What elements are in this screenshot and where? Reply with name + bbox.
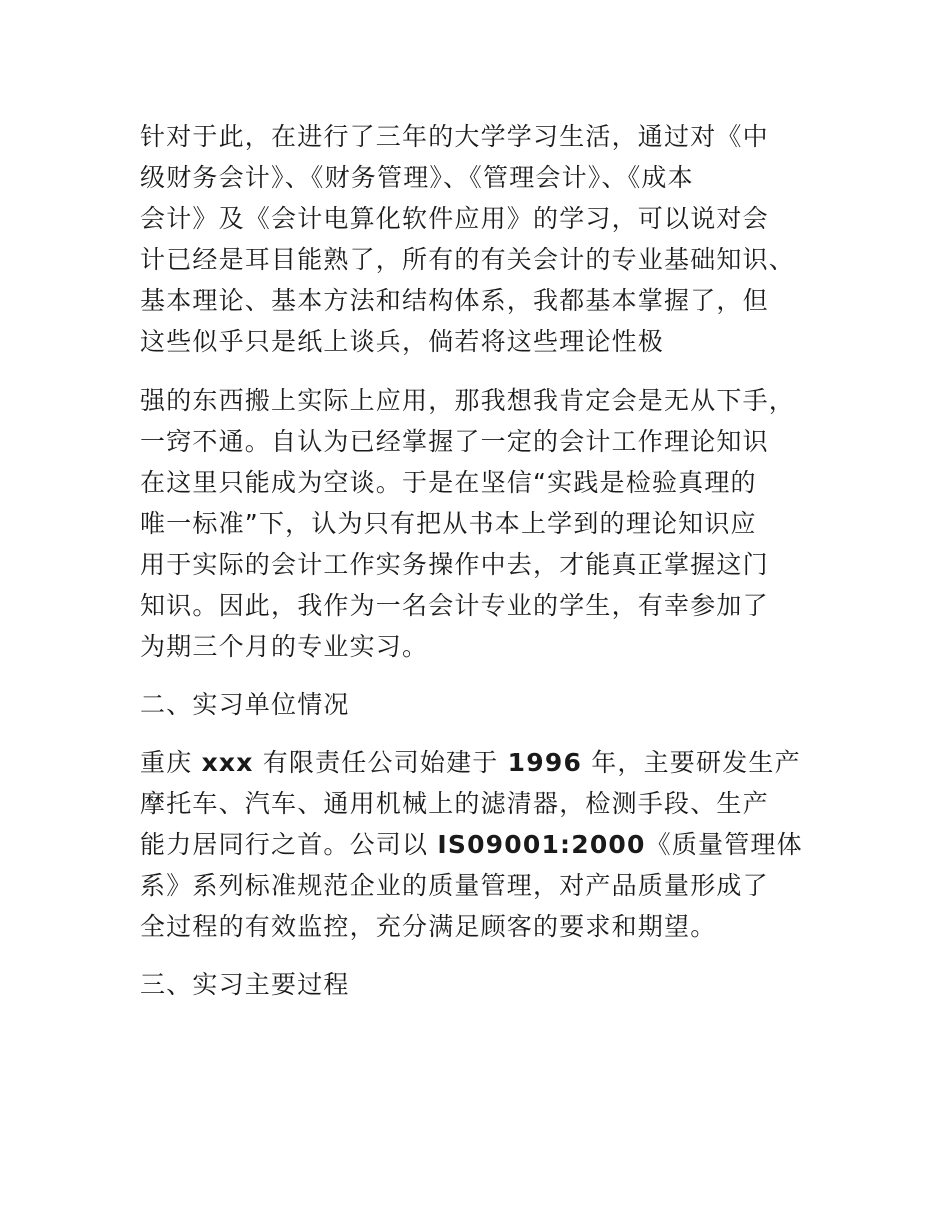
- paragraph-line: 针对于此，在进行了三年的大学学习生活，通过对《中: [140, 122, 769, 151]
- founding-year: 1996: [507, 748, 583, 777]
- paragraph-line: 唯一标准”下，认为只有把从书本上学到的理论知识应: [140, 509, 757, 538]
- paragraph-line: 知识。因此，我作为一名会计专业的学生，有幸参加了: [140, 591, 769, 620]
- paragraph-line: [140, 742, 810, 783]
- paragraph-1: [140, 116, 810, 362]
- paragraph-line: [140, 824, 810, 865]
- paragraph-line: 基本理论、基本方法和结构体系，我都基本掌握了，但: [140, 286, 769, 315]
- section-heading-2: [140, 684, 810, 725]
- text-run: 《质量管理体: [645, 830, 803, 859]
- section-heading-text: 二、实习单位情况: [140, 690, 350, 719]
- paragraph-line: 全过程的有效监控，充分满足顾客的要求和期望。: [140, 912, 717, 941]
- section-heading-3: [140, 964, 810, 1005]
- standard-code: IS09001:2000: [437, 830, 646, 859]
- text-run: 能力居同行之首。公司以: [140, 830, 438, 859]
- paragraph-line: 这些似乎只是纸上谈兵，倘若将这些理论性极: [140, 327, 665, 356]
- paragraph-line: 为期三个月的专业实习。: [140, 632, 429, 661]
- company-name: xxx: [201, 748, 254, 777]
- paragraph-line: 一窍不通。自认为已经掌握了一定的会计工作理论知识: [140, 427, 769, 456]
- paragraph-line: 计已经是耳目能熟了，所有的有关会计的专业基础知识、: [140, 245, 796, 274]
- paragraph-3: [140, 742, 810, 947]
- paragraph-line: 摩托车、汽车、通用机械上的滤清器，检测手段、生产: [140, 789, 769, 818]
- paragraph-line: 系》系列标准规范企业的质量管理，对产品质量形成了: [140, 871, 769, 900]
- paragraph-2: [140, 380, 810, 667]
- section-heading-text: 三、实习主要过程: [140, 970, 350, 999]
- text-run: 重庆: [140, 748, 202, 777]
- paragraph-line: 强的东西搬上实际上应用，那我想我肯定会是无从下手，: [140, 386, 796, 415]
- text-run: 有限责任公司始建于: [253, 748, 508, 777]
- text-run: 年，主要研发生产: [582, 748, 801, 777]
- paragraph-line: 用于实际的会计工作实务操作中去，才能真正掌握这门: [140, 550, 769, 579]
- paragraph-line: 级财务会计》、《财务管理》、《管理会计》、《成本: [140, 163, 694, 192]
- paragraph-line: 会计》及《会计电算化软件应用》的学习，可以说对会: [140, 204, 769, 233]
- paragraph-line: 在这里只能成为空谈。于是在坚信“实践是检验真理的: [140, 468, 757, 497]
